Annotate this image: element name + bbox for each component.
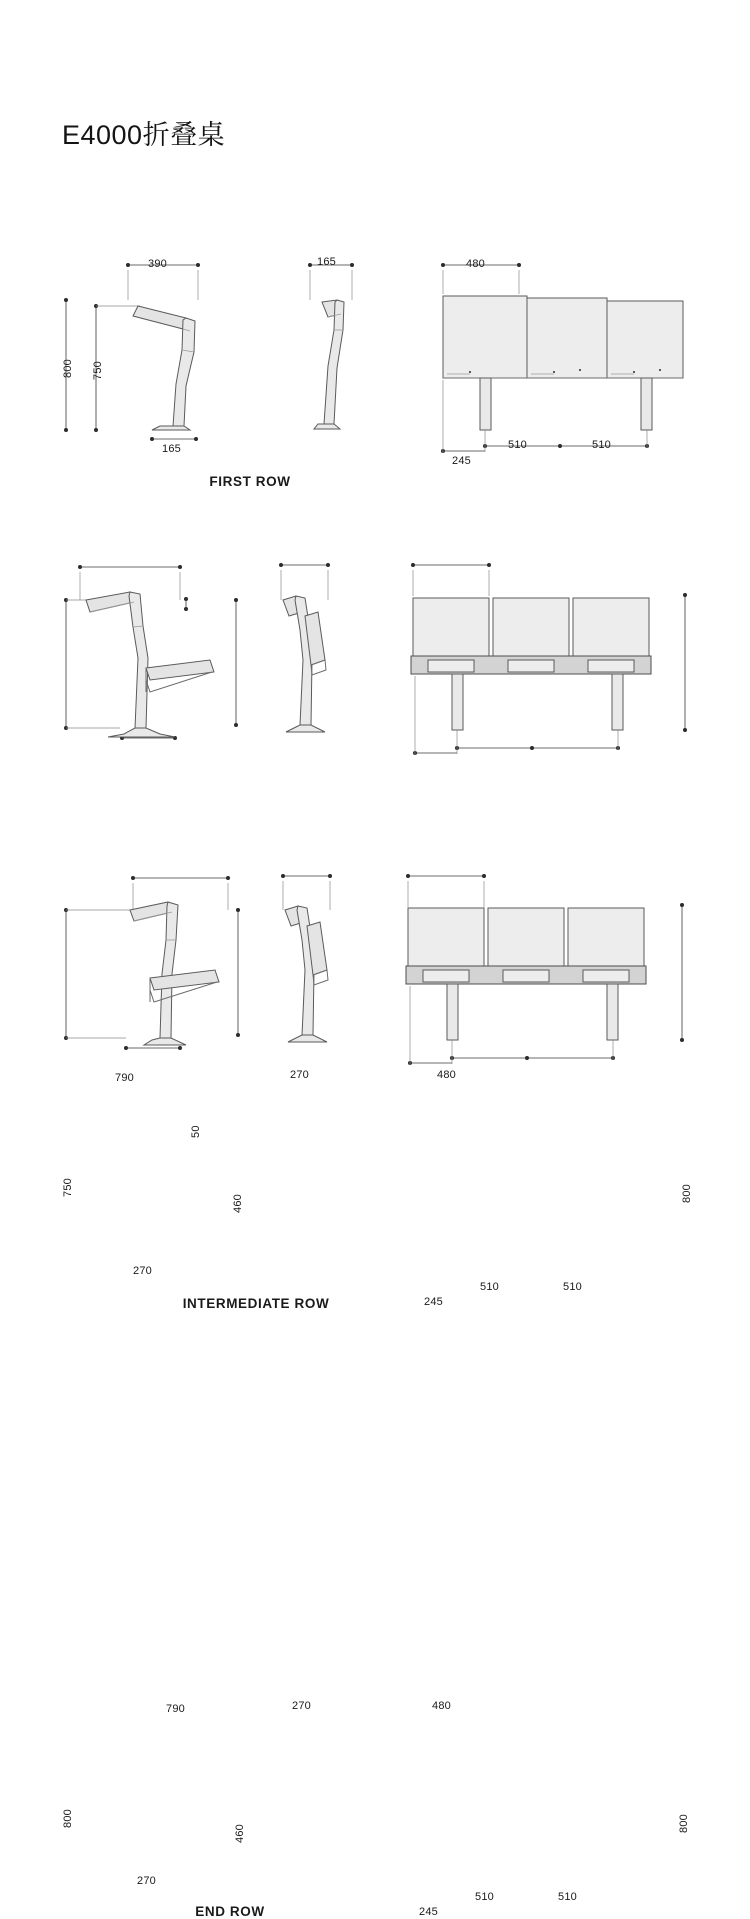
first-row-drawing	[0, 0, 750, 520]
dim-inter-front-base: 270	[133, 1265, 152, 1277]
dim-first-plan-offset: 245	[452, 455, 471, 467]
dim-end-plan-spacing-2: 510	[558, 1891, 577, 1903]
dim-first-plan-spacing-2: 510	[592, 439, 611, 451]
dim-first-front-height-outer: 800	[62, 359, 74, 378]
dim-inter-plan-height: 800	[681, 1184, 693, 1203]
dim-end-plan-offset: 245	[419, 1906, 438, 1918]
dim-end-plan-spacing-1: 510	[475, 1891, 494, 1903]
dim-end-plan-height: 800	[678, 1814, 690, 1833]
dim-end-front-width: 790	[166, 1703, 185, 1715]
dim-end-plan-width: 480	[432, 1700, 451, 1712]
dim-inter-front-gap: 50	[190, 1125, 202, 1138]
section-first-row	[0, 0, 750, 520]
end-row-drawing	[0, 840, 750, 1160]
section-label-end-row: END ROW	[195, 1904, 265, 1919]
section-label-intermediate-row: INTERMEDIATE ROW	[182, 1296, 330, 1311]
dim-inter-plan-offset: 245	[424, 1296, 443, 1308]
page-title: E4000折叠桌	[62, 120, 226, 150]
dim-end-side-width: 270	[292, 1700, 311, 1712]
dim-end-side-height: 460	[234, 1824, 246, 1843]
dim-inter-plan-width: 480	[437, 1069, 456, 1081]
dim-inter-side-height: 460	[232, 1194, 244, 1213]
dim-end-front-base: 270	[137, 1875, 156, 1887]
dim-first-plan-width: 480	[466, 258, 485, 270]
dim-inter-plan-spacing-1: 510	[480, 1281, 499, 1293]
dim-end-front-height: 800	[62, 1809, 74, 1828]
dim-inter-front-width: 790	[115, 1072, 134, 1084]
dim-first-plan-spacing-1: 510	[508, 439, 527, 451]
section-intermediate-row	[0, 520, 750, 1311]
dim-first-front-width: 390	[148, 258, 167, 270]
intermediate-row-drawing	[0, 520, 750, 840]
dim-inter-plan-spacing-2: 510	[563, 1281, 582, 1293]
dim-inter-side-width: 270	[290, 1069, 309, 1081]
section-label-first-row: FIRST ROW	[209, 474, 291, 489]
dim-first-front-height-inner: 750	[92, 361, 104, 380]
dim-inter-front-height: 750	[62, 1178, 74, 1197]
dim-first-side-width: 165	[317, 256, 336, 268]
dim-first-front-base: 165	[162, 443, 181, 455]
